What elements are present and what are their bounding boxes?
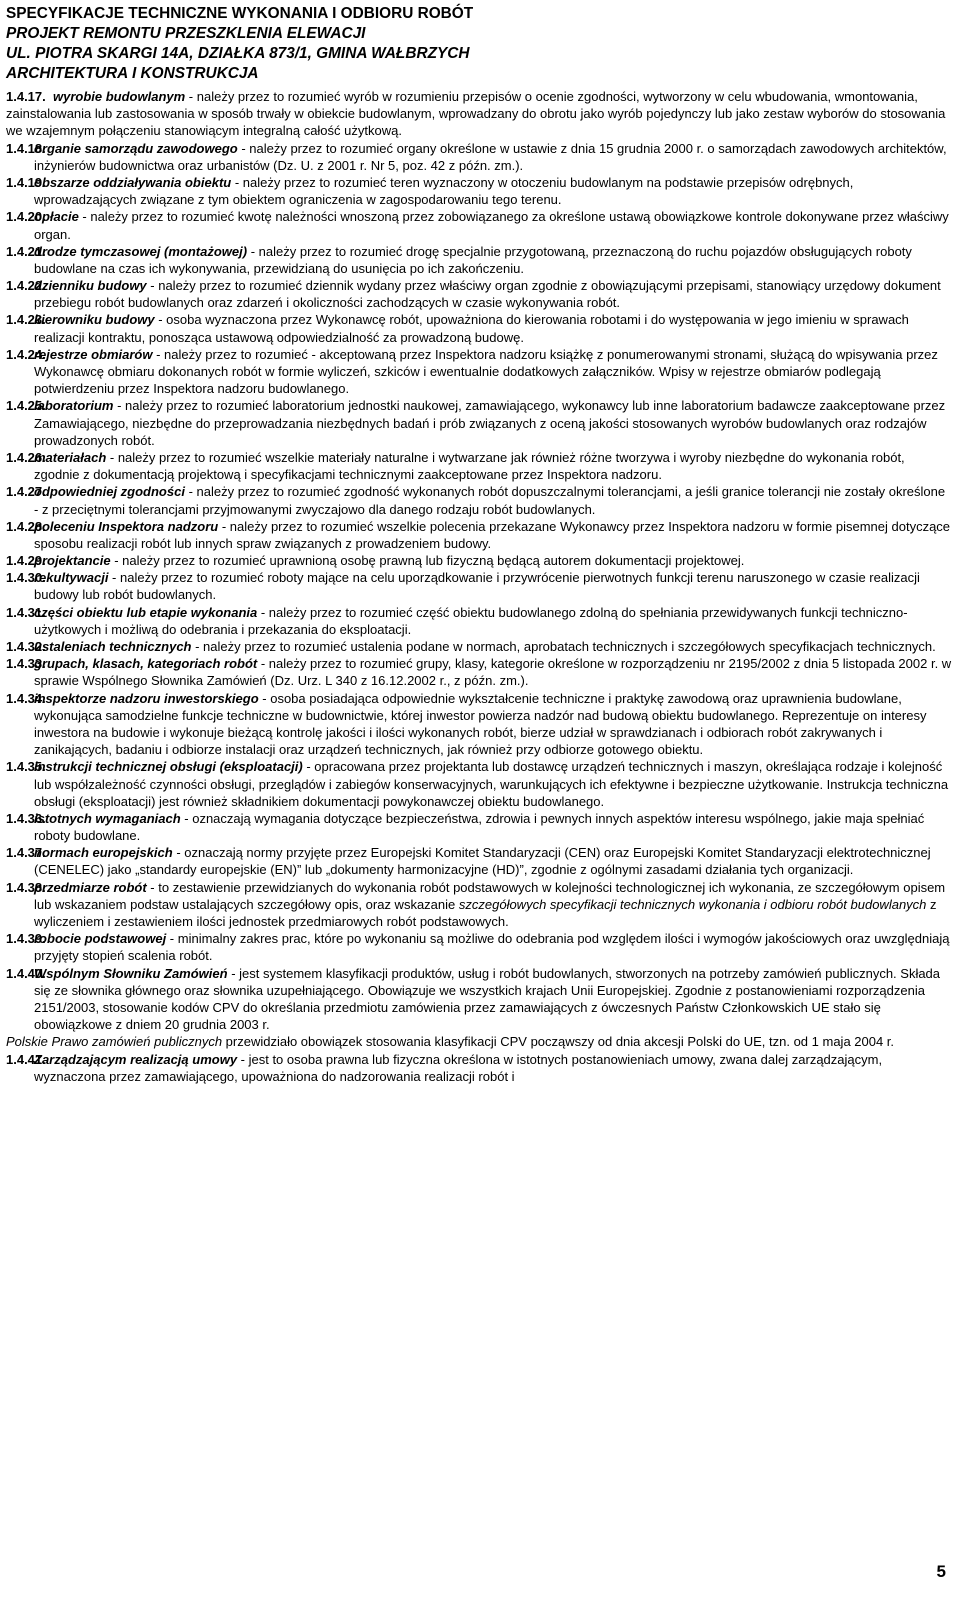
item-number: 1.4.22. bbox=[6, 278, 46, 294]
item-text: - należy przez to rozumieć laboratorium jednostki naukowej, zamawiającego, wykonawcy lub inne laboratorium badawcze zaakceptowane przez Zamawiającego, niezbędne do przeprowadzania niezbędnych badań i prób związanych z oceną jakości stosowanych wyrobów budowlanych oraz rodzajów prowadzonych robót. bbox=[34, 398, 946, 448]
item-text: - należy przez to rozumieć wyrób w rozumieniu przepisów o ocenie zgodności, wytworzony w celu wbudowania, wmontowania, zainstalowania lub zastosowania w sposób trwały w obiekcie budowlanym, wprowadzany do obrotu jako wyrób pojedynczy lub jako zestaw wyborów do stosowania we wzajemnym połączeniu stanowiącym integralną całość użytkową. bbox=[6, 89, 946, 139]
document-body bbox=[6, 88, 952, 1085]
definition-item bbox=[6, 638, 952, 655]
item-text: - należy przez to rozumieć uprawnioną osobę prawną lub fizyczną będącą autorem dokumentacji projektowej. bbox=[110, 553, 745, 569]
definition-item bbox=[6, 930, 952, 964]
definition-item bbox=[6, 690, 952, 759]
item-number: 1.4.30. bbox=[6, 570, 46, 586]
item-text: - należy przez to rozumieć część obiektu budowlanego zdolną do spełniania przewidywanych funkcji techniczno-użytkowych i możliwą do odebrania i przekazania do eksploatacji. bbox=[34, 604, 908, 637]
item-text: - jest to osoba prawna lub fizyczna określona w istotnych postanowieniach umowy, zwana dalej zarządzającym, wyznaczona przez zamawiającego, upoważniona do nadzorowania realizacji robót i bbox=[34, 1051, 883, 1084]
item-text: - osoba posiadająca odpowiednie wykształcenie techniczne i praktykę zawodową oraz uprawnienia budowlane, wykonująca samodzielne funkcje techniczne w budownictwie, której inwestor powierza nadzór nad budową obiektu budowlanego. Reprezentuje on interesy inwestora na budowie i wykonuje bieżącą kontrolę jakości i ilości wykonanych robót, bierze udział w sprawdzianach i odbiorach robót zakrywanych i zanikających, badaniu i odbiorze instalacji oraz urządzeń technicznych, jak również przy odbiorze gotowego obiektu. bbox=[34, 690, 927, 758]
item-number: 1.4.18. bbox=[6, 140, 46, 156]
item-term: obszarze oddziaływania obiektu bbox=[34, 174, 232, 190]
item-number: 1.4.23. bbox=[6, 312, 46, 328]
definition-item bbox=[6, 311, 952, 345]
item-number: 1.4.25. bbox=[6, 398, 46, 414]
item-number: 1.4.32. bbox=[6, 639, 46, 654]
definition-item bbox=[6, 208, 952, 242]
item-text: - należy przez to rozumieć roboty mające na celu uporządkowanie i przywrócenie pierwotnych funkcji terenu naruszonego w czasie realizacji budowy lub robót budowlanych. bbox=[34, 570, 920, 603]
item-term: kierowniku budowy bbox=[34, 312, 155, 328]
document-header bbox=[6, 4, 473, 84]
definition-item bbox=[6, 140, 952, 174]
definition-item bbox=[6, 655, 952, 689]
item-term: poleceniu Inspektora nadzoru bbox=[34, 518, 219, 534]
item-term: przedmiarze robót bbox=[34, 879, 147, 895]
item-term: odpowiedniej zgodności bbox=[34, 484, 185, 500]
item-term: materiałach bbox=[34, 449, 107, 465]
definition-item bbox=[6, 277, 952, 311]
header-address: UL. PIOTRA SKARGI 14A, DZIAŁKA 873/1, GMINA WAŁBRZYCH bbox=[6, 45, 470, 62]
definition-item bbox=[6, 879, 952, 931]
item-number: 1.4.31. bbox=[6, 604, 46, 620]
item-text: - należy przez to rozumieć zgodność wykonanych robót dopuszczalnymi tolerancjami, a jeśli granice tolerancji nie zostały określone - z przeciętnymi tolerancjami przyjmowanymi zwyczajowo dla danego rodzaju robót budowlanych. bbox=[34, 484, 946, 517]
item-text: - należy przez to rozumieć teren wyznaczony w otoczeniu budowlanym na podstawie przepisów odrębnych, wprowadzających związane z tym obiektem ograniczenia w zagospodarowaniu tego terenu. bbox=[34, 174, 854, 208]
item-number: 1.4.33. bbox=[6, 656, 46, 672]
item-text: - należy przez to rozumieć dziennik wydany przez właściwy organ zgodnie z obowiązującymi przepisami, stanowiący urzędowy dokument przebiegu robót budowlanych oraz zdarzeń i okoliczności zachodzących w czasie wykonywania robót. bbox=[34, 278, 941, 311]
item-text: - osoba wyznaczona przez Wykonawcę robót, upoważniona do kierowania robotami i do występowania w jego imieniu w sprawach realizacji kontraktu, ponosząca ustawową odpowiedzialność za prowadzoną budowę. bbox=[34, 312, 909, 345]
item-number: 1.4.34. bbox=[6, 690, 46, 706]
item-number: 1.4.37. bbox=[6, 845, 46, 861]
item-term: istotnych wymaganiach bbox=[34, 810, 181, 826]
item-term: Zarządzającym realizacją umowy bbox=[34, 1051, 238, 1067]
definition-item bbox=[6, 758, 952, 810]
item-text: - to zestawienie przewidzianych do wykonania robót podstawowych w kolejności technologicznej ich wykonania, ze szczegółowym opisem lub wskazaniem podstaw ustalających szczegółowy opis, oraz wskazanie bbox=[34, 879, 946, 912]
item-term: normach europejskich bbox=[34, 845, 173, 861]
item-number: 1.4.40. bbox=[6, 965, 46, 981]
item-term: opłacie bbox=[34, 209, 79, 225]
header-section: ARCHITEKTURA I KONSTRUKCJA bbox=[6, 65, 259, 82]
definition-list bbox=[6, 140, 952, 1034]
definition-item bbox=[6, 518, 952, 552]
item-term: rekultywacji bbox=[34, 570, 109, 586]
item-term: projektancie bbox=[34, 553, 111, 569]
definition-item bbox=[6, 810, 952, 844]
item-text: - należy przez to rozumieć ustalenia podane w normach, aprobatach technicznych i szczegółowych specyfikacjach technicznych. bbox=[191, 639, 936, 654]
item-number: 1.4.24. bbox=[6, 346, 46, 362]
definition-item bbox=[6, 449, 952, 483]
item-number: 1.4.19. bbox=[6, 174, 46, 190]
item-term: instrukcji technicznej obsługi (eksploatacji) bbox=[34, 759, 303, 775]
item-text: - należy przez to rozumieć - akceptowaną przez Inspektora nadzoru książkę z ponumerowanymi stronami, służącą do wpisywania przez Wykonawcę obmiaru dokonanych robót w formie wyliczeń, szkiców i ewentualnie dodatkowych załączników. Wpisy w rejestrze obmiarów podlegają potwierdzeniu przez Inspektora nadzoru budowlanego. bbox=[34, 346, 938, 397]
definition-item bbox=[6, 844, 952, 878]
item-term: dzienniku budowy bbox=[34, 278, 147, 294]
item-number: 1.4.41. bbox=[6, 1051, 46, 1067]
item-number: 1.4.21. bbox=[6, 243, 46, 259]
definition-item bbox=[6, 346, 952, 398]
item-number: 1.4.27. bbox=[6, 484, 46, 500]
definition-item bbox=[6, 604, 952, 638]
item-number: 1.4.38. bbox=[6, 879, 46, 895]
definition-item bbox=[6, 965, 952, 1034]
definition-item bbox=[6, 569, 952, 603]
item-number: 1.4.20. bbox=[6, 209, 46, 225]
item-term: rejestrze obmiarów bbox=[34, 346, 153, 362]
item-text: - należy przez to rozumieć wszelkie polecenia przekazane Wykonawcy przez Inspektora nadzoru w formie pisemnej dotyczące sposobu realizacji robót lub innych spraw związanych z prowadzeniem budowy. bbox=[34, 518, 951, 551]
item-term: części obiektu lub etapie wykonania bbox=[34, 604, 258, 620]
item-text: - należy przez to rozumieć wszelkie materiały naturalne i wytwarzane jak również różne tworzywa i wyroby niezbędne do wykonania robót, zgodnie z dokumentacją projektową i specyfikacjami technicznymi zaakceptowane przez Inspektora nadzoru. bbox=[34, 449, 905, 483]
item-number: 1.4.35. bbox=[6, 759, 46, 775]
item-term: Wspólnym Słowniku Zamówień bbox=[34, 965, 228, 981]
item-term: inspektorze nadzoru inwestorskiego bbox=[34, 690, 259, 706]
definition-item bbox=[6, 243, 952, 277]
definition-item bbox=[6, 88, 952, 140]
item-text-italic: szczegółowych specyfikacji technicznych wykonania i odbioru robót budowlanych bbox=[458, 896, 927, 912]
item-number: 1.4.29. bbox=[6, 553, 46, 569]
item-text: z wyliczeniem i zestawieniem ilości jednostek przedmiarowych robót podstawowych. bbox=[34, 896, 937, 929]
item-text: - oznaczają wymagania dotyczące bezpieczeństwa, zdrowia i pewnych innych aspektów interesu wspólnego, jakie maja spełniać roboty budowlane. bbox=[34, 810, 925, 844]
item-number: 1.4.36. bbox=[6, 810, 46, 826]
item-text: - jest systemem klasyfikacji produktów, usług i robót budowlanych, stworzonych na potrzeby zamówień publicznych. Składa się ze słownika głównego oraz słownika uzupełniającego. Obowiązuje we wszystkich krajach Unii Europejskiej. Zgodnie z postanowieniami rozporządzenia 2151/2003, stosowanie kodów CPV do określania przedmiotu zamówienia przez zamawiających z ówczesnych Państw Członkowskich UE stało się obowiązkowe z dniem 20 grudnia 2003 r. bbox=[34, 965, 941, 1033]
item-text: - należy przez to rozumieć drogę specjalnie przygotowaną, przeznaczoną do ruchu pojazdów obsługujących roboty budowlane na czas ich wykonywania, przewidzianą do usunięcia po ich zakończeniu. bbox=[34, 243, 912, 276]
definition-item bbox=[6, 552, 952, 569]
item-text: - minimalny zakres prac, które po wykonaniu są możliwe do odebrania pod względem ilości i wymogów jakościowych oraz uwzględniają przyjęty stopień scalenia robót. bbox=[34, 931, 950, 964]
item-term: grupach, klasach, kategoriach robót bbox=[34, 656, 258, 672]
item-term: laboratorium bbox=[34, 398, 114, 414]
item-term: ustaleniach technicznych bbox=[34, 639, 192, 654]
header-project: PROJEKT REMONTU PRZESZKLENIA ELEWACJI bbox=[6, 25, 366, 42]
note-paragraph bbox=[6, 1033, 952, 1050]
item-number: 1.4.26. bbox=[6, 449, 46, 465]
note-text: przewidziało obowiązek stosowania klasyfikacji CPV począwszy od dnia akcesji Polski do UE, tzn. od 1 maja 2004 r. bbox=[222, 1034, 895, 1050]
item-term: robocie podstawowej bbox=[34, 931, 167, 947]
item-number: 1.4.39. bbox=[6, 931, 46, 947]
item-term: wyrobie budowlanym bbox=[53, 89, 186, 104]
definition-item bbox=[6, 483, 952, 517]
item-number: 1.4.17. bbox=[6, 89, 46, 104]
header-title: SPECYFIKACJE TECHNICZNE WYKONANIA I ODBIORU ROBÓT bbox=[6, 5, 474, 22]
definition-item bbox=[6, 1051, 952, 1085]
definition-item bbox=[6, 174, 952, 208]
item-text: - należy przez to rozumieć kwotę należności wnoszoną przez zobowiązanego za określone ustawą obowiązkowe kontrole dokonywane przez właściwy organ. bbox=[34, 209, 949, 242]
note-italic: Polskie Prawo zamówień publicznych bbox=[6, 1034, 223, 1050]
page-number: 5 bbox=[936, 1562, 946, 1581]
item-term: organie samorządu zawodowego bbox=[34, 140, 238, 156]
item-term: drodze tymczasowej (montażowej) bbox=[34, 243, 248, 259]
item-text: - należy przez to rozumieć organy określone w ustawie z dnia 15 grudnia 2000 r. o samorządach zawodowych architektów, inżynierów budownictwa oraz urbanistów (Dz. U. z 2001 r. Nr 5, poz. 42 z późn. zm.). bbox=[34, 140, 947, 173]
item-number: 1.4.28. bbox=[6, 518, 46, 534]
item-text: - opracowana przez projektanta lub dostawcę urządzeń technicznych i maszyn, określająca rodzaje i kolejność lub współzależność czynności obsługi, przeglądów i zabiegów konserwacyjnych, warunkujących ich efektywne i bezpieczne użytkowanie. Instrukcja techniczna obsługi (eksploatacji) jest również składnikiem dokumentacji powykonawczej obiektu budowlanego. bbox=[34, 759, 949, 809]
definition-item bbox=[6, 397, 952, 449]
item-text: - należy przez to rozumieć grupy, klasy, kategorie określone w rozporządzeniu nr 2195/2002 z dnia 5 listopada 2002 r. w sprawie Wspólnego Słownika Zamówień (Dz. Urz. L 340 z 16.12.2002 r., z późn. zm.). bbox=[34, 656, 952, 689]
item-text: - oznaczają normy przyjęte przez Europejski Komitet Standaryzacji (CEN) oraz Europejski Komitet Standaryzacji elektrotechnicznej (CENELEC) jako „standardy europejskie (EN)” lub „dokumenty harmonizacyjne (HD)”, zgodnie z ogólnymi zasadami działania tych organizacji. bbox=[34, 845, 931, 878]
